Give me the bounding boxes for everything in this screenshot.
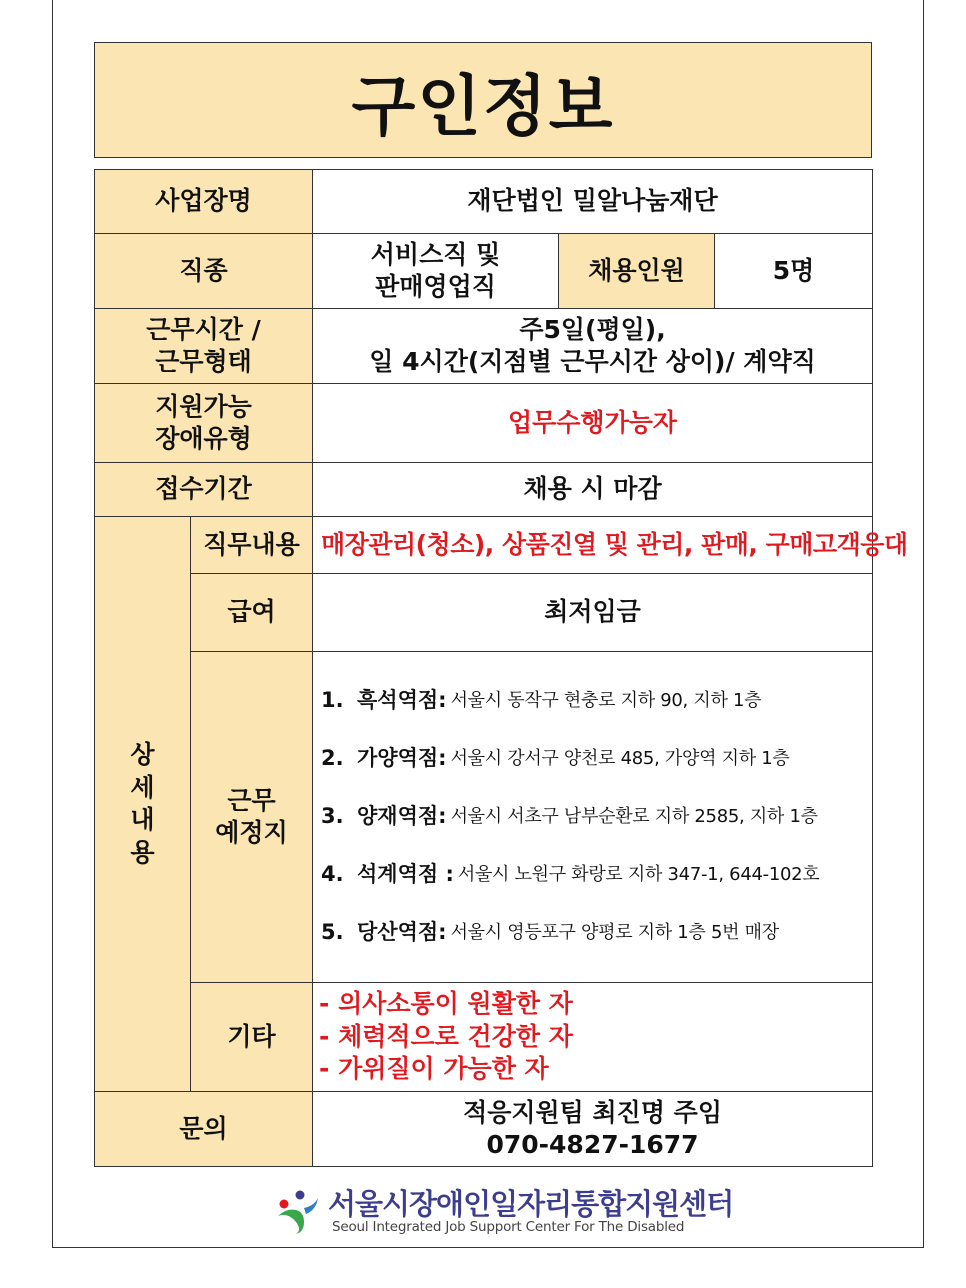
disability-label — [95, 384, 313, 463]
contact-person: 적응지원팀 최진명 주임 — [463, 1097, 722, 1127]
hours-label-line2: 근무형태 — [155, 347, 252, 376]
hours-label-line1: 근무시간 / — [146, 314, 261, 344]
row-period — [95, 463, 873, 517]
other-item: - 가위질이 가능한 자 — [319, 1054, 549, 1084]
salary-label: 급여 — [191, 574, 313, 652]
location-number: 1. — [321, 688, 344, 713]
other-item: - 체력적으로 건강한 자 — [319, 1021, 573, 1051]
title-box — [94, 42, 872, 158]
location-number: 2. — [321, 746, 344, 771]
location-address: 서울시 영등포구 양평로 지하 1층 5번 매장 — [450, 922, 779, 944]
location-list — [313, 672, 872, 962]
hours-value-line1: 주5일(평일), — [519, 314, 666, 344]
row-company — [95, 170, 873, 234]
contact-label: 문의 — [95, 1092, 313, 1167]
page-title: 구인정보 — [351, 67, 615, 145]
disability-label-line2: 장애유형 — [155, 424, 252, 453]
hire-count-value: 5명 — [715, 234, 873, 309]
hire-count-label: 채용인원 — [559, 234, 715, 309]
job-value-line2: 판매영업직 — [375, 272, 496, 301]
contact-value — [313, 1092, 873, 1167]
other-value — [313, 983, 873, 1092]
footer-logo — [274, 1182, 744, 1242]
hours-value — [313, 309, 873, 384]
disability-label-line1: 지원가능 — [155, 391, 252, 421]
company-label: 사업장명 — [95, 170, 313, 234]
detail-label-char: 상 — [130, 740, 155, 769]
other-label: 기타 — [191, 983, 313, 1092]
row-salary — [95, 574, 873, 652]
period-label: 접수기간 — [95, 463, 313, 517]
location-number: 3. — [321, 804, 344, 829]
job-info-table — [94, 169, 908, 1167]
org-name-english: Seoul Integrated Job Support Center For The Disabled — [332, 1219, 685, 1235]
org-name-korean: 서울시장애인일자리통합지원센터 — [328, 1187, 734, 1221]
hours-label — [95, 309, 313, 384]
location-address: 서울시 노원구 화랑로 지하 347-1, 644-102호 — [457, 864, 820, 886]
location-number: 5. — [321, 920, 344, 945]
duty-label: 직무내용 — [191, 517, 313, 574]
locations-value — [313, 652, 873, 983]
location-address: 서울시 강서구 양천로 485, 가양역 지하 1층 — [450, 748, 790, 770]
row-job — [95, 234, 873, 309]
location-item — [319, 846, 872, 904]
row-hours — [95, 309, 873, 384]
org-logo-icon — [274, 1186, 320, 1236]
location-name: 당산역점: — [357, 920, 447, 945]
location-number: 4. — [321, 862, 344, 887]
row-disability — [95, 384, 873, 463]
detail-label-char: 내 — [130, 805, 155, 834]
location-item — [319, 672, 872, 730]
location-item — [319, 730, 872, 788]
job-value-line1: 서비스직 및 — [370, 239, 501, 269]
location-item — [319, 904, 872, 962]
locations-label-line1: 근무 — [227, 785, 276, 815]
location-name: 흑석역점: — [357, 688, 447, 713]
location-name: 석계역점 : — [357, 862, 454, 887]
location-name: 가양역점: — [357, 746, 447, 771]
duty-value: 매장관리(청소), 상품진열 및 관리, 판매, 구매고객응대 — [313, 517, 873, 574]
company-value: 재단법인 밀알나눔재단 — [313, 170, 873, 234]
row-contact — [95, 1092, 873, 1167]
location-name: 양재역점: — [357, 804, 447, 829]
job-value — [313, 234, 559, 309]
contact-phone: 070-4827-1677 — [486, 1130, 699, 1159]
period-value: 채용 시 마감 — [313, 463, 873, 517]
other-item: - 의사소통이 원활한 자 — [319, 989, 573, 1019]
job-label: 직종 — [95, 234, 313, 309]
salary-value: 최저임금 — [313, 574, 873, 652]
location-address: 서울시 서초구 남부순환로 지하 2585, 지하 1층 — [450, 806, 818, 828]
locations-label — [191, 652, 313, 983]
disability-value: 업무수행가능자 — [313, 384, 873, 463]
row-other — [95, 983, 873, 1092]
location-item — [319, 788, 872, 846]
row-locations — [95, 652, 873, 983]
hours-value-line2: 일 4시간(지점별 근무시간 상이)/ 계약직 — [369, 347, 816, 376]
row-duty — [95, 517, 873, 574]
detail-label-char: 세 — [130, 772, 155, 802]
detail-label — [95, 517, 191, 1092]
location-address: 서울시 동작구 현충로 지하 90, 지하 1층 — [450, 690, 762, 712]
locations-label-line2: 예정지 — [215, 818, 288, 847]
detail-label-char: 용 — [130, 837, 155, 867]
